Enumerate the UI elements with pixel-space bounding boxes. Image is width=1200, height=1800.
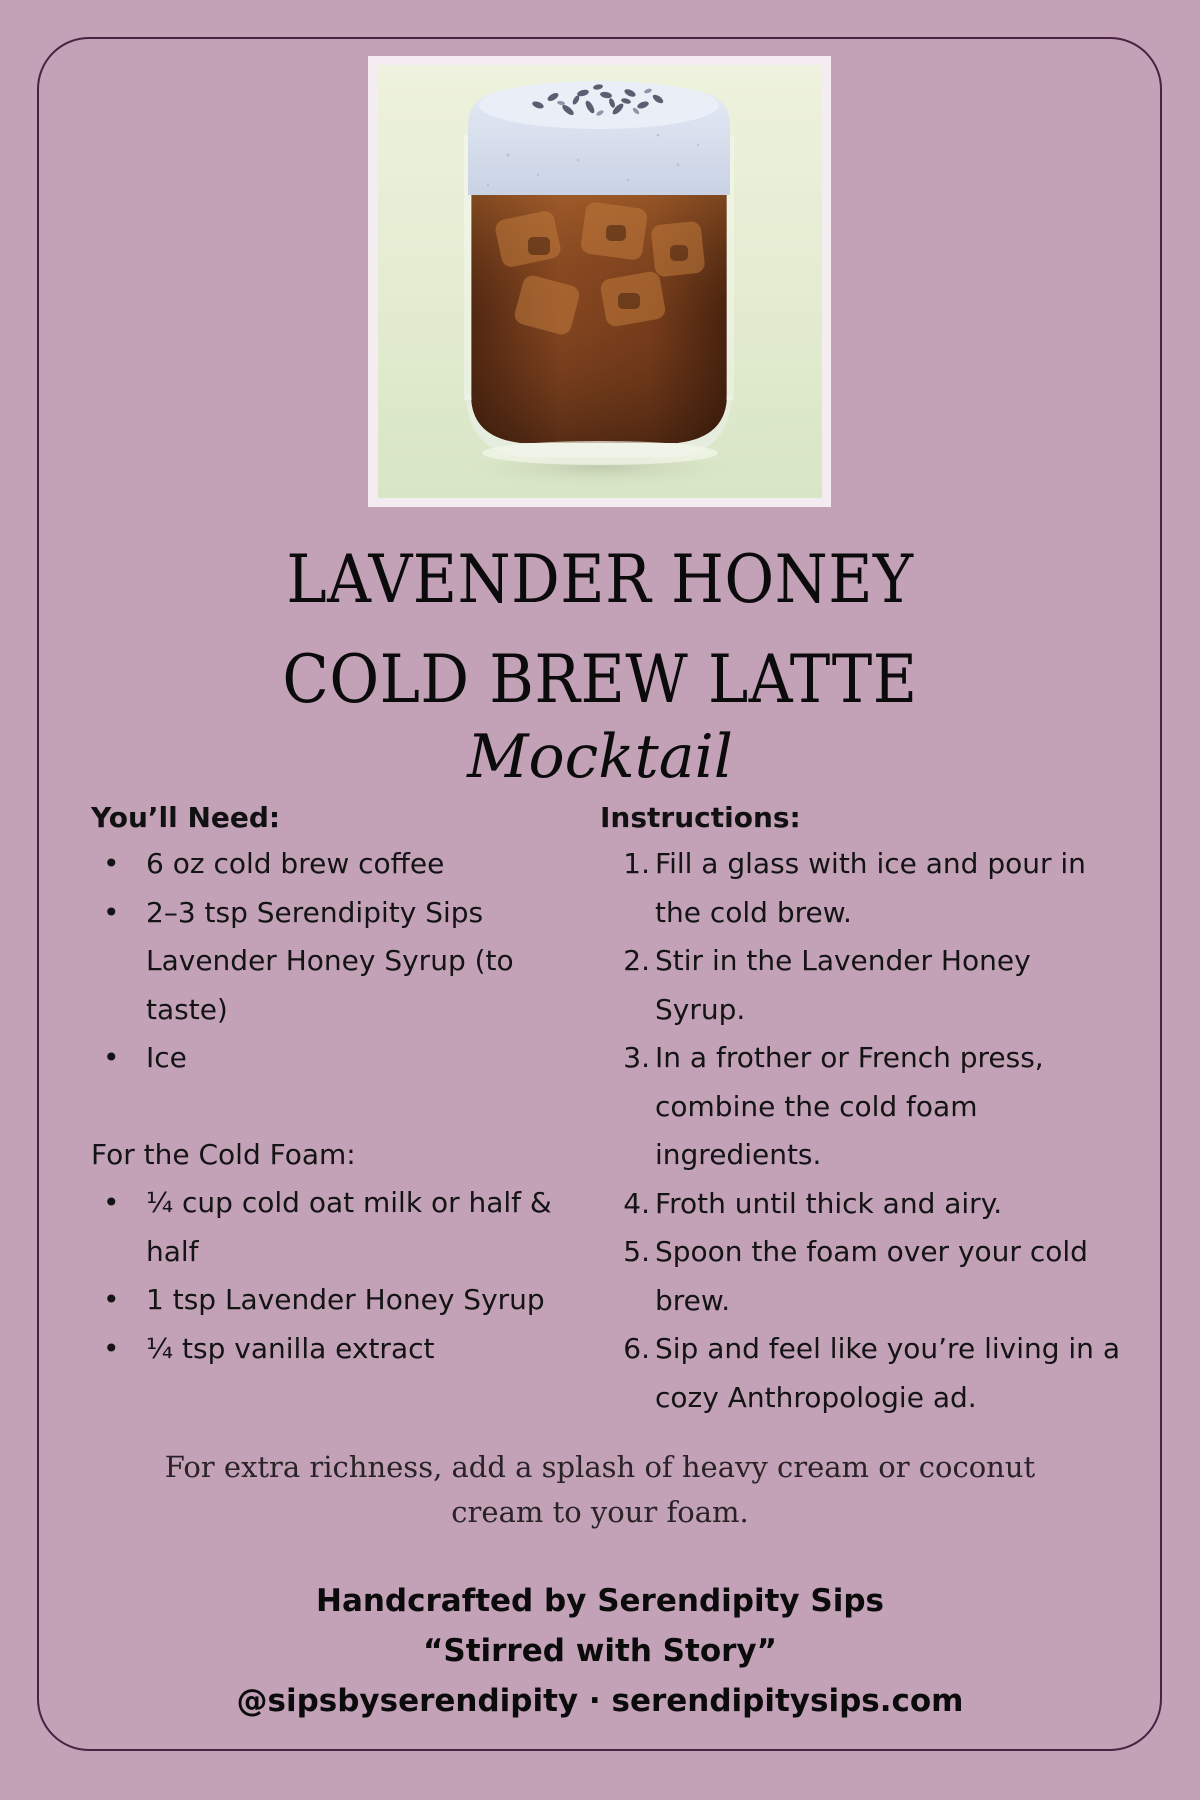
step-text: In a frother or French press, combine the cold foam ingredients.	[655, 1041, 1044, 1171]
step-number: 5.	[623, 1235, 650, 1268]
foam-ingredient-item: • 1 tsp Lavender Honey Syrup	[91, 1276, 571, 1325]
step-text: Stir in the Lavender Honey Syrup.	[655, 944, 1031, 1026]
instruction-step	[600, 840, 1120, 937]
foam-ingredient-item: • ¼ cup cold oat milk or half & half	[91, 1179, 571, 1276]
recipe-title-line-2: COLD BREW LATTE	[282, 641, 918, 718]
step-number: 3.	[623, 1041, 650, 1074]
footer-contact: @sipsbyserendipity · serendipitysips.com	[236, 1683, 964, 1719]
instructions-heading: Instructions:	[600, 801, 801, 834]
instruction-step	[600, 1180, 1120, 1229]
drink-photo	[378, 65, 822, 498]
iced-latte-illustration	[378, 65, 822, 498]
recipe-title-line-1: LAVENDER HONEY	[286, 541, 914, 618]
step-number: 2.	[623, 944, 650, 977]
footer-brand: Handcrafted by Serendipity Sips	[316, 1583, 884, 1619]
step-text: Spoon the foam over your cold brew.	[655, 1235, 1088, 1317]
ingredients-section	[91, 796, 571, 1373]
instructions-list	[600, 840, 1120, 1422]
footer	[0, 1576, 1200, 1726]
instruction-step	[600, 1325, 1120, 1422]
step-text: Sip and feel like you’re living in a cozy Anthropologie ad.	[655, 1332, 1120, 1414]
step-number: 1.	[623, 847, 650, 880]
step-text: Fill a glass with ice and pour in the cold brew.	[655, 847, 1086, 929]
step-number: 4.	[623, 1186, 650, 1220]
ingredient-item: • Ice	[91, 1034, 571, 1083]
drink-photo-frame	[368, 56, 831, 507]
recipe-subtitle: Mocktail	[467, 722, 733, 792]
ingredients-heading: You’ll Need:	[91, 801, 281, 834]
cold-foam-list	[91, 1179, 571, 1373]
foam-ingredient-item: • ¼ tsp vanilla extract	[91, 1325, 571, 1374]
step-number: 6.	[623, 1332, 650, 1365]
instruction-step	[600, 1228, 1120, 1325]
instruction-step	[600, 1034, 1120, 1180]
recipe-tip: For extra richness, add a splash of heavy cream or coconut cream to your foam.	[164, 1450, 1036, 1529]
cold-foam-heading: For the Cold Foam:	[91, 1137, 356, 1171]
ingredient-item: • 6 oz cold brew coffee	[91, 840, 571, 889]
footer-tagline: “Stirred with Story”	[423, 1633, 777, 1669]
ingredients-list	[91, 840, 571, 1083]
instructions-section	[600, 796, 1120, 1422]
step-text: Froth until thick and airy.	[655, 1186, 1003, 1220]
instruction-step	[600, 937, 1120, 1034]
ingredient-item: • 2–3 tsp Serendipity Sips Lavender Honey Syrup (to taste)	[91, 889, 571, 1035]
